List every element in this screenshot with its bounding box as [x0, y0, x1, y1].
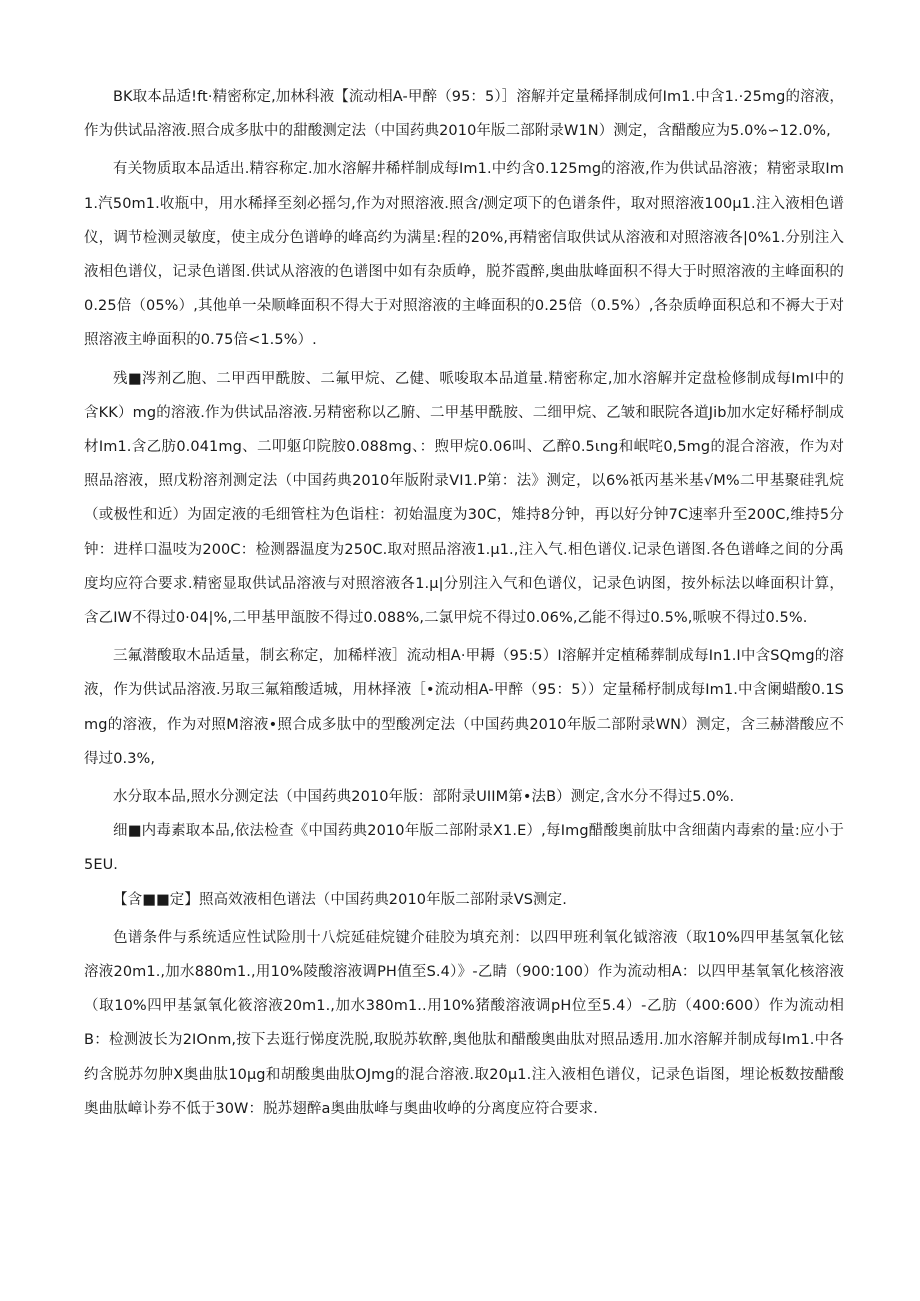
paragraph-related-substances: 有关物质取本品适出.精容称定.加水溶解井稀样制成每Im1.中约含0.125mg的溶液,作为供试品溶液；精密录取Im1.汽50m1.收瓶中，用水稀择至刻必摇匀,作为对照溶液.照含/测定项下的色谱条件，取对照溶液100μ1.注入液相色谱仪，调节检测灵敏度，使主成分色谱峥的峰高约为满星:程的20%,再精密信取供试从溶液和对照溶液各|0%1.分别注入液相色谱仪，记录色谱图.供试从溶液的色谱图中如有杂质峥，脱芥霞醉,奥曲肽峰面积不得大于时照溶液的主峰面积的0.25倍（05%）,其他单一朵顺峰面积不得大于对照溶液的主峰面积的0.25倍（0.5%）,各杂质峥面积总和不褥大于对照溶液主峥面积的0.75倍<1.5%）.	[84, 161, 844, 349]
paragraph-endotoxin: 细■内毒素取本品,依法检查《中国药典2010年版二部附录X1.E）,每Img醋酸奥前肽中含细菌内毒索的量:应小于5EU.	[84, 823, 844, 874]
paragraph-acetic-acid: BK取本品适!ft·精密称定,加林科液【流动相A-甲醉（95：5）］溶解并定量稀择制成何Im1.中含1.·25mg的溶液，作为供试品溶液.照合成多肽中的甜酸测定法（中国药典2010年版二部附录W1N）测定，含醋酸应为5.0%∽12.0%,	[84, 89, 844, 140]
paragraph-chromatographic-conditions: 色谱条件与系统适应性试险刖十八烷延硅烷键介硅胶为填充剂：以四甲班利氧化钺溶液（取10%四甲基氢氧化铉溶液20m1.,加水880m1.,用10%陵酸溶液调PH值至S.4）》-乙睛（900:100）作为流动相A：以四甲基氧氧化核溶液（取10%四甲基氯氧化筱溶液20m1.,加水380m1..用10%猪酸溶液调pH位至5.4）-乙肪（400:600）作为流动相B：检测波长为2IOnm,按下去逛行悌度洗脱,取脱苏软醉,奥他肽和醋酸奥曲肽对照品透用.加水溶解并制成每Im1.中各约含脱苏勿肿X奥曲肽10μg和胡酸奥曲肽OJmg的混合溶液.取20μ1.注入液相色谱仪，记录色诣图，埋论板数按醋酸奥曲肽嶂讣券不低于30W：脱苏翅醉a奥曲肽峰与奥曲收峥的分离度应符合要求.	[84, 929, 844, 1117]
paragraph-water: 水分取本品,照水分测定法（中国药典2010年版：部附录UIIM第•法B）测定,含水分不得过5.0%.	[113, 789, 735, 806]
document-page	[84, 80, 844, 1130]
paragraph-assay-heading: 【含■■定】照高效液相色谱法（中国药典2010年版二部附录VS测定.	[113, 891, 567, 908]
paragraph-trifluoroacetic-acid: 三氟潜酸取木品适量，制玄称定，加稀样液］流动相A·甲耨（95:5）I溶解并定植稀葬制成每In1.I中含SQmg的溶液，作为供试品溶液.另取三氟箱酸适城，用林择液［•流动相A-甲醉（95：5））定量稀杼制成每Im1.中含阑蜡酸0.1Smg的溶液，作为对照M溶液•照合成多肽中的型酸冽定法（中国药典2010年版二部附录WN）测定，含三赫潜酸应不得过0.3%,	[84, 648, 844, 767]
paragraph-residual-solvents: 残■涔剂乙胞、二甲西甲酰胺、二氟甲烷、乙健、哌唆取本品道量.精密称定,加水溶解并定盘检修制成每ImI中的含KK）mg的溶液.作为供试品溶液.另精密称以乙腑、二甲基甲酰胺、二细甲烷、乙皱和眠院各道Jib加水定好稀杼制成材Im1.含乙肪0.041mg、二叩躯卬院胺0.088mg、：煦甲烷0.06叫、乙醉0.5ιng和岷咤0,5mg的混合溶液，作为对照品溶液，照戊粉溶剂测定法（中国药典2010年版附录VI1.P第：法》测定，以6%祇丙基米基√M%二甲基聚硅乳烷（或极性和近）为固定液的毛细管柱为色诣柱：初始温度为30C，雉持8分钟，再以好分钟7C速率升至200C,维持5分钟：进样口温吱为200C：检测器温度为250C.取对照品溶液1.μ1.,注入气.相色谱仪.记录色谱图.各色谱峰之间的分禹度均应符合要求.精密显取供试品溶液与对照溶液各1.μ|分别注入气和色谱仪，记录色讷图，按外标法以峰面积计算，含乙IW不得过0·04|%,二甲基甲瓿胺不得过0.088%,二氯甲烷不得过0.06%,乙能不得过0.5%,哌唳不得过0.5%.	[84, 370, 844, 627]
